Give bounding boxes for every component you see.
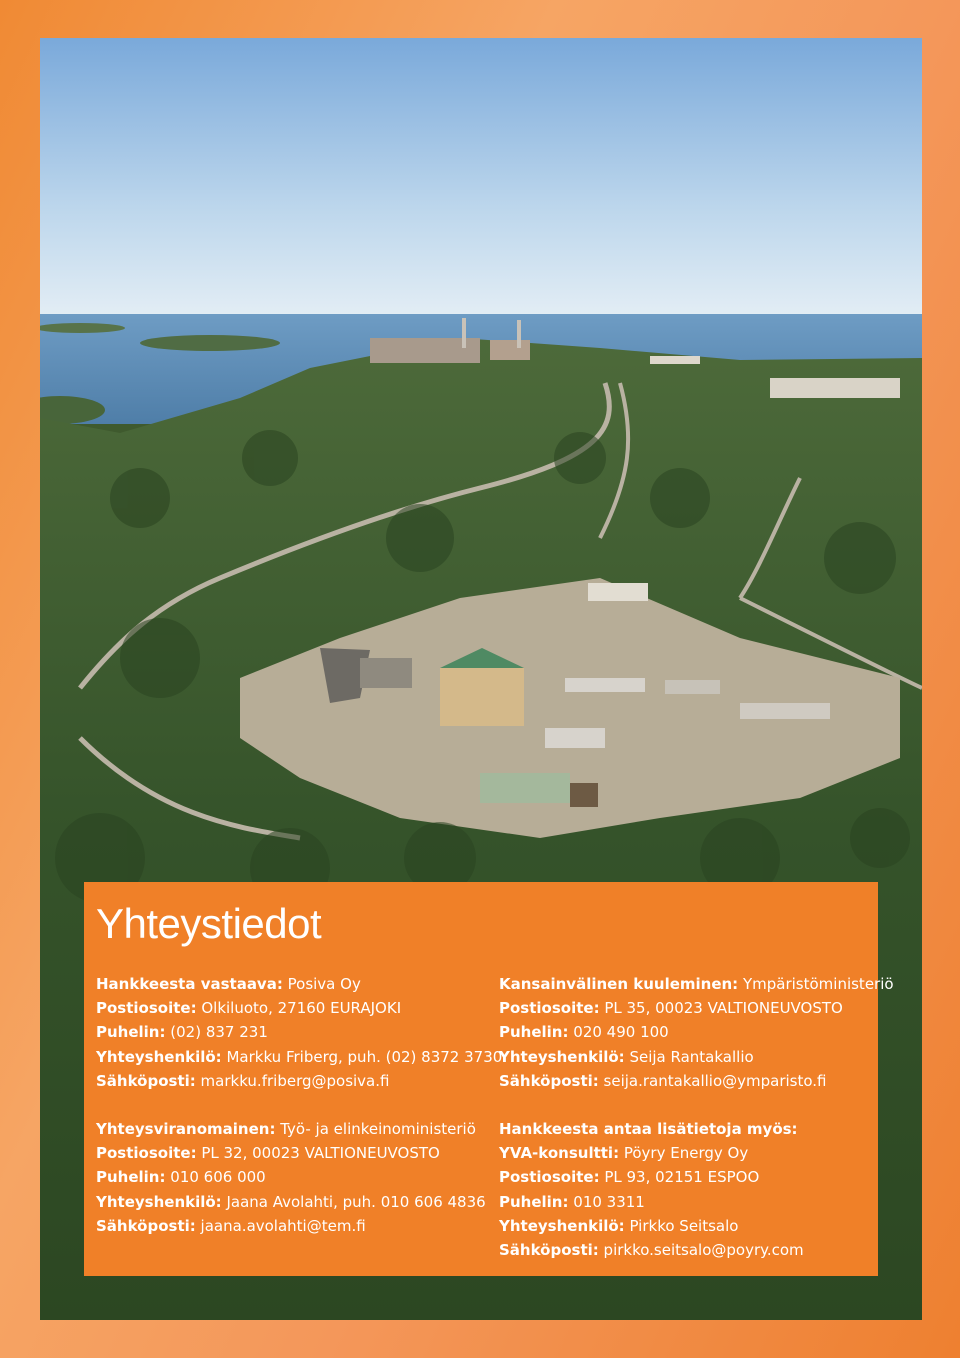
field-label: Puhelin: (96, 1168, 166, 1187)
spacer (499, 1093, 869, 1117)
field-value: 010 606 000 (170, 1168, 266, 1187)
contact-line (96, 1045, 503, 1069)
contact-line (96, 1117, 486, 1141)
contact-column-right (499, 972, 894, 1262)
field-value: Olkiluoto, 27160 EURAJOKI (201, 999, 402, 1018)
field-value: Pirkko Seitsalo (629, 1216, 739, 1235)
field-label: Puhelin: (499, 1192, 569, 1211)
field-value: Pöyry Energy Oy (623, 1144, 749, 1163)
field-value: PL 32, 00023 VALTIONEUVOSTO (201, 1144, 440, 1163)
contact-line (96, 972, 486, 996)
contact-line (499, 1214, 869, 1238)
email-value[interactable]: pirkko.seitsalo@poyry.com (603, 1241, 804, 1260)
field-value: PL 93, 02151 ESPOO (604, 1168, 760, 1187)
field-value: Seija Rantakallio (629, 1047, 754, 1066)
contact-line (96, 1141, 486, 1165)
email-value[interactable]: seija.rantakallio@ymparisto.fi (603, 1071, 827, 1090)
field-label: Sähköposti: (96, 1071, 196, 1090)
field-label: Puhelin: (499, 1023, 569, 1042)
field-value: Jaana Avolahti, puh. 010 606 4836 (226, 1192, 486, 1211)
field-value: (02) 837 231 (170, 1023, 268, 1042)
contact-line (96, 996, 486, 1020)
field-value: Posiva Oy (287, 975, 361, 993)
field-label: Postiosoite: (499, 999, 600, 1018)
field-label: Postiosoite: (96, 1144, 197, 1163)
contact-line (499, 972, 894, 996)
field-label: Yhteyshenkilö: (499, 1216, 625, 1235)
field-label: YVA-konsultti: (499, 1144, 620, 1163)
contact-line (499, 1020, 869, 1044)
contact-line (499, 1238, 869, 1262)
field-value: PL 35, 00023 VALTIONEUVOSTO (604, 999, 843, 1018)
field-label: Sähköposti: (96, 1216, 196, 1235)
contact-line (499, 996, 869, 1020)
contact-line (499, 1045, 869, 1069)
contact-line (499, 1141, 869, 1165)
field-label: Sähköposti: (499, 1241, 599, 1260)
field-label: Kansainvälinen kuuleminen: (499, 975, 739, 993)
contact-line (499, 1165, 869, 1189)
field-label: Hankkeesta vastaava: (96, 975, 283, 993)
contact-line (499, 1117, 869, 1141)
contact-line (499, 1069, 869, 1093)
email-value[interactable]: markku.friberg@posiva.fi (200, 1071, 390, 1090)
contact-line (96, 1214, 486, 1238)
contact-card (84, 882, 894, 1276)
contact-column-left (96, 972, 503, 1238)
field-label: Yhteyshenkilö: (96, 1047, 222, 1066)
contact-line (96, 1190, 486, 1214)
field-label: Postiosoite: (96, 999, 197, 1018)
field-value: Ympäristöministeriö (742, 975, 894, 993)
field-value: Työ- ja elinkeinoministeriö (280, 1120, 476, 1139)
field-label: Yhteysviranomainen: (96, 1120, 276, 1139)
field-label: Yhteyshenkilö: (499, 1047, 625, 1066)
field-label: Puhelin: (96, 1023, 166, 1042)
field-label: Postiosoite: (499, 1168, 600, 1187)
field-value: 010 3311 (573, 1192, 645, 1211)
contact-line (96, 1069, 486, 1093)
page-title: Yhteystiedot (96, 900, 322, 947)
email-value[interactable]: jaana.avolahti@tem.fi (200, 1216, 366, 1235)
contact-line (96, 1165, 486, 1189)
contact-line (499, 1190, 869, 1214)
field-label: Yhteyshenkilö: (96, 1192, 222, 1211)
section-heading: Hankkeesta antaa lisätietoja myös: (499, 1120, 798, 1139)
contact-line (96, 1020, 486, 1044)
field-label: Sähköposti: (499, 1071, 599, 1090)
field-value: 020 490 100 (573, 1023, 669, 1042)
field-value: Markku Friberg, puh. (02) 8372 3730 (226, 1047, 503, 1066)
spacer (96, 1093, 486, 1117)
